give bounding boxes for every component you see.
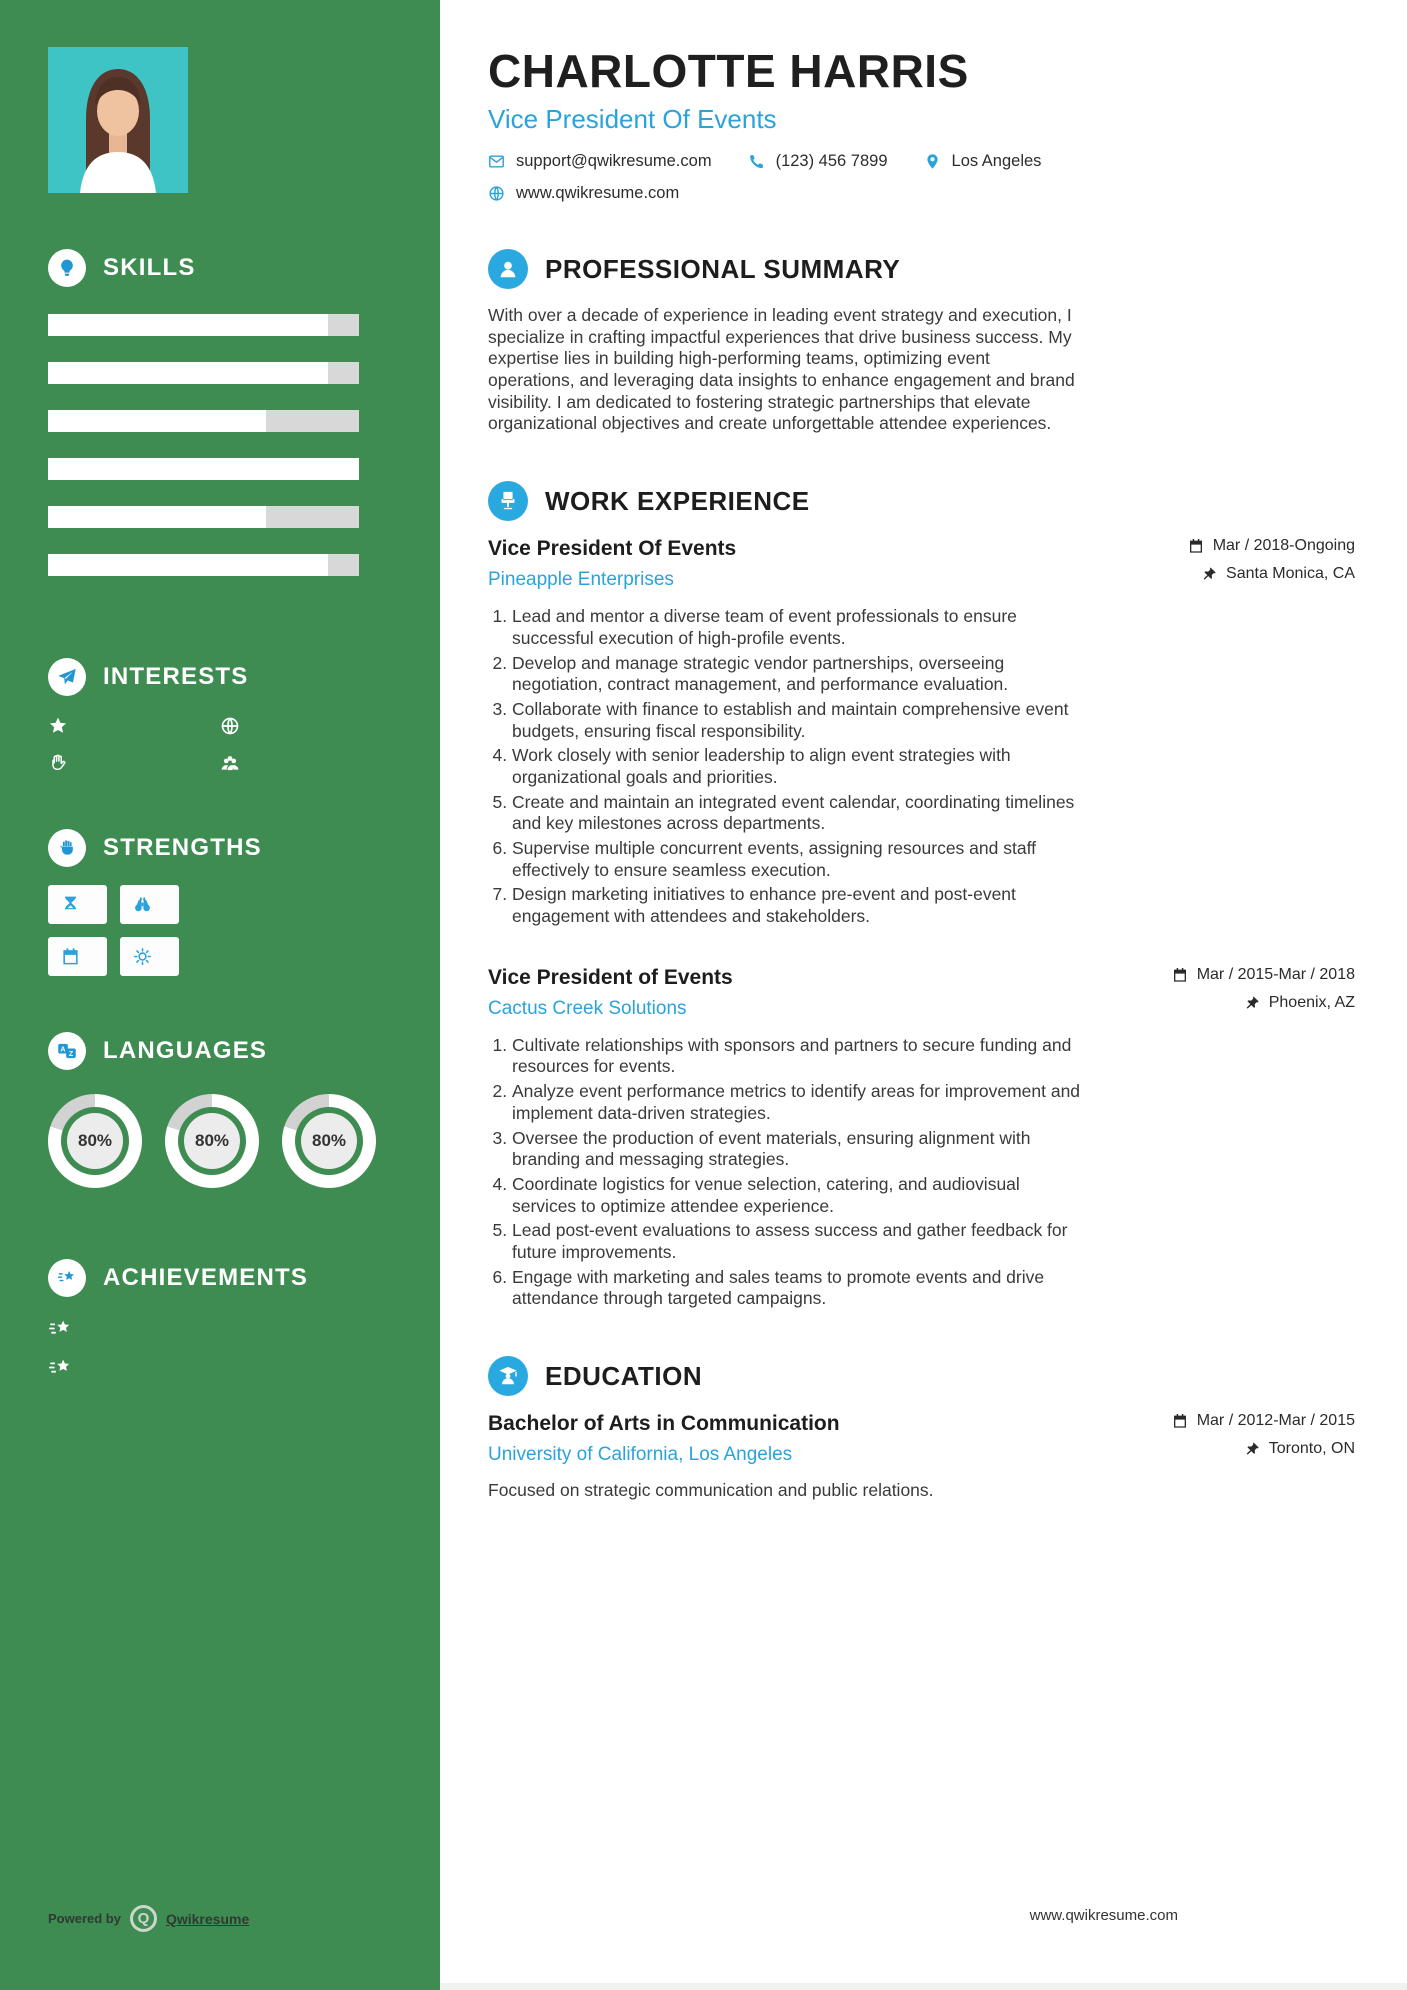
interest-item: [220, 751, 400, 773]
job-2-title: Vice President of Events: [488, 965, 733, 989]
summary-section-header: [488, 249, 1355, 289]
language-percent: 80%: [184, 1113, 240, 1169]
education-location-value: Toronto, ON: [1268, 1440, 1355, 1457]
pushpin-icon: [1244, 1441, 1260, 1457]
summary-title: PROFESSIONAL SUMMARY: [545, 253, 901, 284]
envelope-icon: [488, 153, 505, 170]
degree-title: Bachelor of Arts in Communication: [488, 1412, 840, 1435]
languages-list: [48, 1094, 400, 1203]
duty-item: 2. Analyze event performance metrics to identify areas for improvement and implement data-driven strategies.: [512, 1081, 1088, 1124]
duty-item: 5. Lead post-event evaluations to assess success and gather feedback for future improvements.: [512, 1220, 1088, 1263]
duty-item: 5. Create and maintain an integrated event calendar, coordinating timelines and key milestones across departments.: [512, 792, 1088, 835]
skill-item: [48, 506, 400, 528]
phone-icon: [748, 153, 765, 170]
language-percent: 80%: [301, 1113, 357, 1169]
sidebar: [0, 0, 440, 1990]
binoculars-icon: [133, 895, 152, 914]
website-globe-icon: [488, 185, 505, 202]
skills-section-header: [48, 249, 400, 287]
duty-item: 6. Engage with marketing and sales teams to promote events and drive attendance through targeted campaigns.: [512, 1267, 1088, 1310]
calendar-icon: [1188, 538, 1204, 554]
globe-icon: [220, 716, 240, 736]
interest-item: [48, 714, 220, 736]
work-title: WORK EXPERIENCE: [545, 485, 810, 516]
education-location: [1172, 1440, 1355, 1458]
footer-website[interactable]: www.qwikresume.com: [1029, 1907, 1178, 1924]
job-2-meta: [1172, 966, 1355, 1012]
location-pin-icon: [924, 153, 941, 170]
email-item: [488, 152, 712, 171]
duty-item: 4. Work closely with senior leadership to align event strategies with organizational goals and priorities.: [512, 745, 1088, 788]
skill-bar: [48, 410, 359, 432]
skill-bar: [48, 458, 359, 480]
sun-icon: [133, 947, 152, 966]
skill-bar: [48, 506, 359, 528]
calendar-icon: [61, 947, 80, 966]
languages-title: LANGUAGES: [103, 1037, 268, 1064]
graduate-icon: [497, 1365, 519, 1387]
education-section-header: [488, 1356, 1355, 1396]
skill-bar: [48, 554, 359, 576]
duty-item: 1. Cultivate relationships with sponsors and partners to secure funding and resources for events.: [512, 1035, 1088, 1078]
language-item: [282, 1094, 376, 1203]
education-meta: [1172, 1412, 1355, 1458]
profile-photo: [48, 47, 188, 193]
education-header: [488, 1412, 1355, 1466]
language-donut: [282, 1094, 376, 1188]
strength-card: [48, 885, 107, 924]
interests-title: INTERESTS: [103, 663, 249, 690]
person-name: CHARLOTTE HARRIS: [488, 45, 969, 97]
sidebar-footer: [48, 1905, 400, 1932]
interest-item: [220, 714, 400, 736]
location-item: [924, 152, 1042, 171]
job-2-header: [488, 966, 1355, 1020]
strengths-badge: [48, 829, 86, 867]
hourglass-icon: [61, 895, 80, 914]
phone-value: (123) 456 7899: [775, 152, 888, 170]
achievements-section-header: [48, 1259, 400, 1297]
job-2-date: [1172, 966, 1355, 984]
duty-item: 2. Develop and manage strategic vendor partnerships, overseeing negotiation, contract management, and performance evaluation.: [512, 653, 1088, 696]
person-icon: [497, 258, 519, 280]
summary-badge: [488, 249, 528, 289]
duty-item: 1. Lead and mentor a diverse team of event professionals to ensure successful execution of high-profile events.: [512, 606, 1088, 649]
language-donut: [48, 1094, 142, 1188]
job-1-meta: [1188, 537, 1355, 583]
achievement-item: [48, 1315, 400, 1342]
job-2-duties: [488, 1035, 1088, 1310]
website-value[interactable]: www.qwikresume.com: [516, 184, 680, 202]
job-entry-2: [488, 966, 1355, 1310]
achievements-badge: [48, 1259, 86, 1297]
page-bottom-edge: [440, 1983, 1407, 1990]
svg-text:A: A: [60, 1045, 66, 1054]
achievements-title: ACHIEVEMENTS: [103, 1264, 309, 1291]
education-entry: [488, 1412, 1355, 1501]
interests-badge: [48, 658, 86, 696]
shooting-star-icon: [48, 1317, 73, 1342]
work-badge: [488, 481, 528, 521]
svg-text:Z: Z: [68, 1050, 74, 1059]
strengths-title: STRENGTHS: [103, 834, 262, 861]
summary-text: With over a decade of experience in leading event strategy and execution, I specialize in crafting impactful experiences that drive business success. My expertise lies in building high-performing teams, optimizing event operations, and leveraging data insights to enhance engagement and brand visibility. I am dedicated to fostering strategic partnerships that elevate organizational objectives and create unforgettable attendee experiences.: [488, 305, 1075, 434]
interest-item: [48, 751, 220, 773]
users-icon: [220, 753, 240, 773]
job-1-date-value: Mar / 2018-Ongoing: [1212, 537, 1355, 555]
skill-item: [48, 410, 400, 432]
paper-plane-icon: [57, 667, 77, 687]
powered-by-label: Powered by: [48, 1911, 121, 1926]
job-2-company[interactable]: Cactus Creek Solutions: [488, 997, 687, 1019]
language-item: [165, 1094, 259, 1203]
avatar: [48, 47, 188, 193]
phone-item: [748, 152, 888, 171]
star-icon: [48, 716, 68, 736]
language-item: [48, 1094, 142, 1203]
skill-bar: [48, 362, 359, 384]
strength-card: [120, 885, 179, 924]
education-note: Focused on strategic communication and public relations.: [488, 1480, 934, 1500]
location-value: Los Angeles: [951, 152, 1042, 170]
languages-badge: [48, 1032, 86, 1070]
interests-list: [48, 714, 400, 773]
duty-item: 3. Oversee the production of event materials, ensuring alignment with branding and messaging strategies.: [512, 1128, 1088, 1171]
duty-item: 3. Collaborate with finance to establish and maintain comprehensive event budgets, ensuring fiscal responsibility.: [512, 699, 1088, 742]
skill-item: [48, 554, 400, 576]
education-date: [1172, 1412, 1355, 1430]
job-1-location-value: Santa Monica, CA: [1226, 565, 1355, 583]
job-entry-1: [488, 537, 1355, 928]
strength-card: [120, 937, 179, 976]
pushpin-icon: [1244, 995, 1260, 1011]
job-1-header: [488, 537, 1355, 591]
work-section-header: [488, 481, 1355, 521]
languages-section-header: [48, 1032, 400, 1070]
interests-section-header: [48, 658, 400, 696]
job-2-location: [1172, 994, 1355, 1012]
job-1-duties: [488, 606, 1088, 928]
skills-list: [48, 305, 400, 602]
qwikresume-logo-icon: Q: [130, 1905, 157, 1932]
language-percent: 80%: [67, 1113, 123, 1169]
contact-row: [488, 152, 1355, 171]
website-row: [488, 184, 1355, 203]
skill-bar: [48, 314, 359, 336]
education-badge: [488, 1356, 528, 1396]
fist-icon: [57, 838, 77, 858]
website-item: [488, 184, 679, 203]
strengths-list: [48, 885, 400, 976]
achievement-item: [48, 1354, 400, 1381]
duty-item: 4. Coordinate logistics for venue selection, catering, and audiovisual services to optimize attendee experience.: [512, 1174, 1088, 1217]
job-2-location-value: Phoenix, AZ: [1268, 993, 1355, 1011]
job-1-company[interactable]: Pineapple Enterprises: [488, 569, 674, 591]
job-1-location: [1188, 565, 1355, 583]
school-name[interactable]: University of California, Los Angeles: [488, 1444, 793, 1465]
hand-icon: [48, 753, 68, 773]
person-job-title: Vice President Of Events: [488, 104, 777, 134]
education-date-value: Mar / 2012-Mar / 2015: [1196, 1412, 1355, 1429]
email-value[interactable]: support@qwikresume.com: [516, 152, 712, 170]
skill-item: [48, 314, 400, 336]
pushpin-icon: [1201, 566, 1217, 582]
skill-item: [48, 458, 400, 480]
job-2-date-value: Mar / 2015-Mar / 2018: [1196, 965, 1355, 983]
language-donut: [165, 1094, 259, 1188]
shooting-star-icon: [48, 1356, 73, 1381]
qwikresume-link[interactable]: Qwikresume: [165, 1910, 250, 1927]
skill-item: [48, 362, 400, 384]
skills-badge: [48, 249, 86, 287]
shooting-star-icon: [57, 1268, 77, 1288]
main-content: [440, 0, 1407, 1990]
bulb-icon: [57, 258, 77, 278]
duty-item: 6. Supervise multiple concurrent events, assigning resources and staff effectively to ensure seamless execution.: [512, 838, 1088, 881]
job-1-date: [1188, 537, 1355, 555]
calendar-icon: [1172, 967, 1188, 983]
strengths-section-header: [48, 829, 400, 867]
education-title: EDUCATION: [545, 1360, 703, 1391]
achievements-list: [48, 1315, 400, 1393]
office-chair-icon: [497, 490, 519, 512]
strength-card: [48, 937, 107, 976]
calendar-icon: [1172, 1413, 1188, 1429]
duty-item: 7. Design marketing initiatives to enhance pre-event and post-event engagement with attendees and stakeholders.: [512, 884, 1088, 927]
job-1-title: Vice President Of Events: [488, 537, 737, 561]
translate-icon: [57, 1041, 77, 1061]
skills-title: SKILLS: [103, 254, 196, 281]
